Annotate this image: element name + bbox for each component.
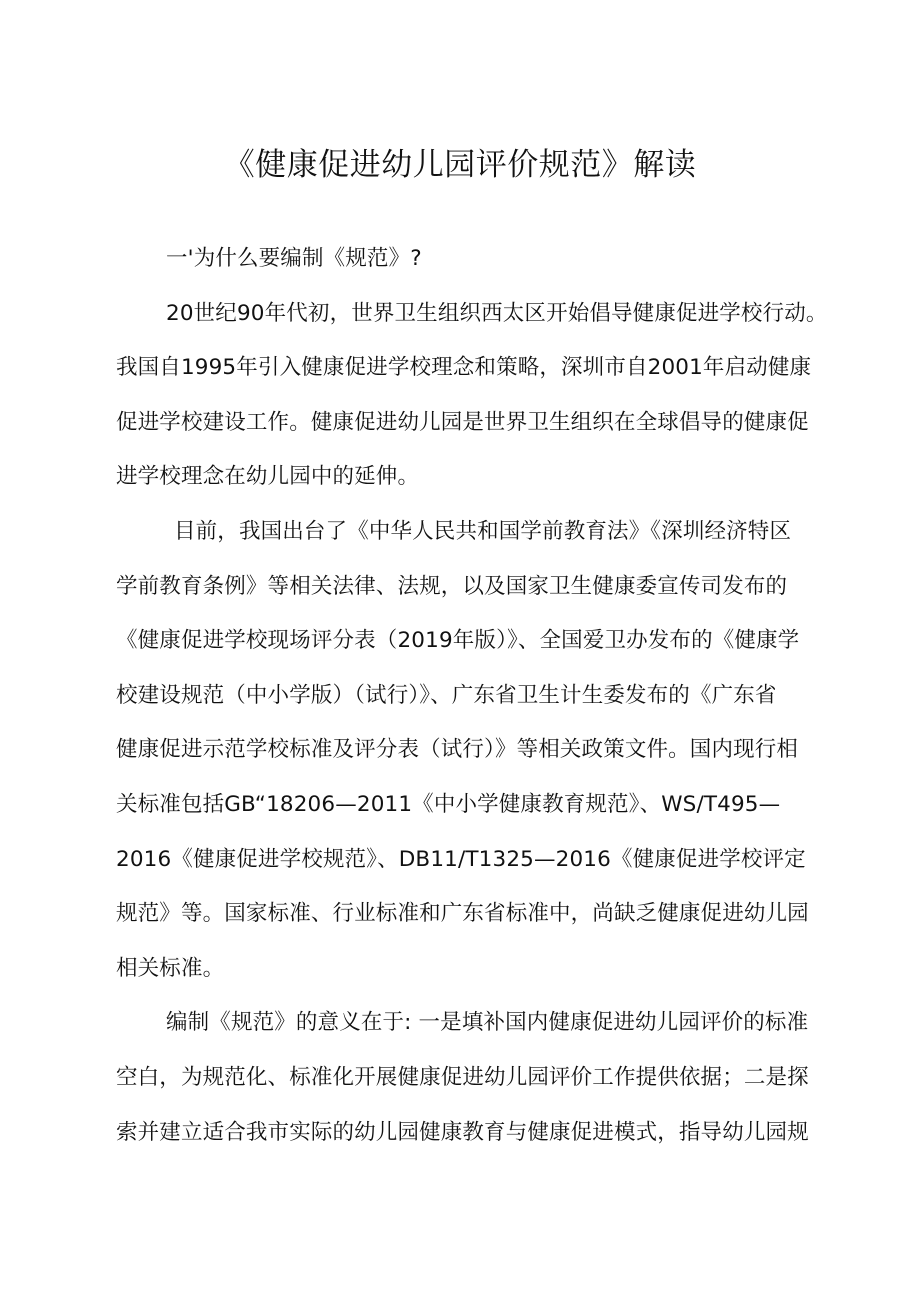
paragraph-line: 索并建立适合我市实际的幼儿园健康教育与健康促进模式，指导幼儿园规 (116, 1119, 809, 1145)
paragraph-line: 促进学校建设工作。健康促进幼儿园是世界卫生组织在全球倡导的健康促 (116, 409, 809, 435)
paragraph-line: 进学校理念在幼儿园中的延伸。 (116, 464, 420, 490)
section-heading: 一'为什么要编制《规范》? (166, 246, 422, 271)
paragraph-line: 规范》等。国家标准、行业标准和广东省标准中，尚缺乏健康促进幼儿园 (116, 901, 809, 927)
paragraph-line: 关标准包括GB“18206—2011《中小学健康教育规范》、WS/T495— (116, 791, 781, 817)
paragraph-line: 目前，我国出台了《中华人民共和国学前教育法》《深圳经济特区 (174, 518, 792, 544)
paragraph-line: 《健康促进学校现场评分表（2019年版）》、全国爱卫办发布的《健康学 (116, 628, 800, 654)
paragraph-line: 校建设规范（中小学版）（试行）》、广东省卫生计生委发布的《广东省 (116, 682, 777, 708)
document-body (116, 232, 828, 1160)
paragraph-line: 相关标准。 (116, 955, 225, 981)
paragraph-line: 学前教育条例》等相关法律、法规，以及国家卫生健康委宣传司发布的 (116, 573, 788, 599)
document-title: 《健康促进幼儿园评价规范》解读 (223, 147, 697, 183)
paragraph-3 (116, 996, 816, 1160)
paragraph-line: 20世纪90年代初，世界卫生组织西太区开始倡导健康促进学校行动。 (166, 300, 828, 326)
paragraph-1 (116, 287, 828, 505)
paragraph-line: 编制《规范》的意义在于: 一是填补国内健康促进幼儿园评价的标准 (166, 1010, 809, 1036)
paragraph-line: 我国自1995年引入健康促进学校理念和策略，深圳市自2001年启动健康 (116, 355, 812, 381)
paragraph-2 (116, 505, 816, 996)
paragraph-line: 2016《健康促进学校规范》、DB11/T1325—2016《健康促进学校评定 (116, 846, 806, 872)
paragraph-line: 健康促进示范学校标准及评分表（试行）》等相关政策文件。国内现行相 (116, 737, 799, 763)
paragraph-line: 空白，为规范化、标准化开展健康促进幼儿园评价工作提供依据；二是探 (116, 1064, 809, 1090)
